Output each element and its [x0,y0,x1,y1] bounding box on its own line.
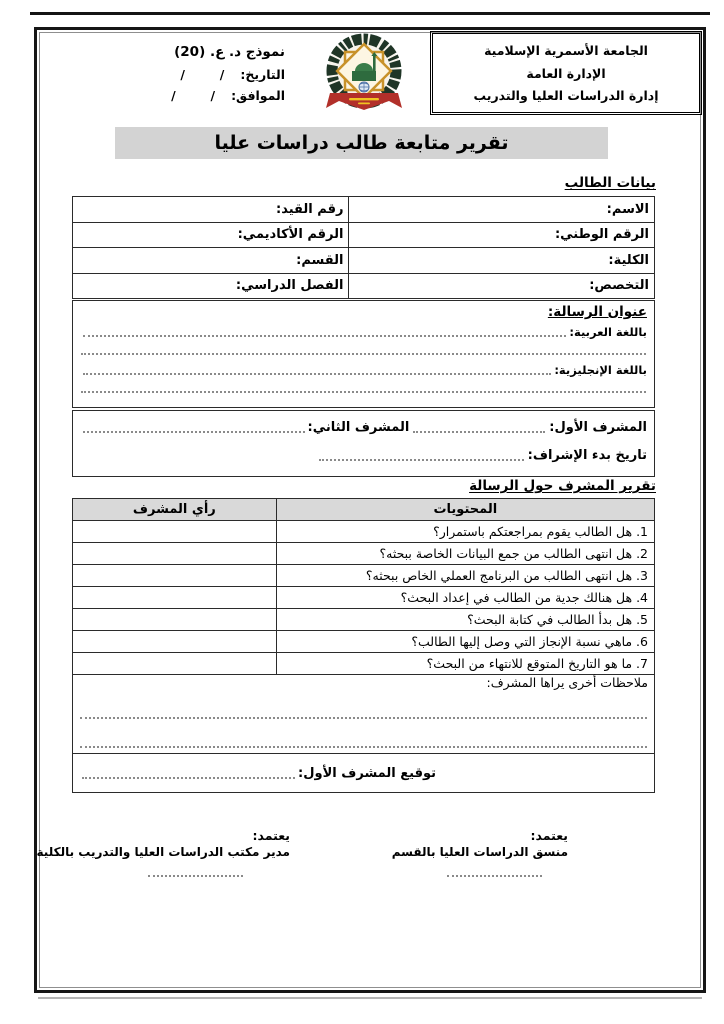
opinion-blank [73,609,277,631]
office-director-title: مدير مكتب الدراسات العليا والتدريب بالكلية [36,845,290,859]
registration-number-field: رقم القيد: [73,197,349,223]
arabic-title-blank-2 [81,342,646,355]
opinion-blank [73,653,277,675]
table-row [73,222,655,248]
date-line [100,67,285,82]
general-administration: الإدارة العامة [526,65,606,81]
question-row [73,543,655,565]
supervision-start-date-blank [319,449,524,461]
signature-row [73,754,655,793]
question-row [73,565,655,587]
english-language-label: باللغة الإنجليزية: [554,363,647,378]
supervision-start-date-label: تاريخ بدء الإشراف: [527,448,647,463]
first-supervisor-label: المشرف الأول: [549,420,647,435]
table-row [73,273,655,299]
question-row [73,609,655,631]
opinion-blank [73,543,277,565]
question-text: 7. ما هو التاريخ المتوقع للانتهاء من البحث؟ [276,653,654,675]
university-header-box [430,31,702,115]
thesis-title-box [72,300,655,408]
bottom-shadow-rule [38,997,702,999]
corresponding-value: / / [171,88,216,103]
english-title-blank [83,360,551,375]
second-supervisor-blank [83,421,305,433]
supervisors-line [80,420,647,435]
question-row [73,521,655,543]
form-number: نموذج د. ع. (20) [174,44,285,60]
table-row [73,248,655,274]
thesis-english-line [80,360,647,377]
top-rule [30,12,710,15]
date-value: / / [180,67,225,82]
university-name: الجامعة الأسمرية الإسلامية [484,43,648,59]
english-title-blank-2 [81,380,646,393]
national-id-field: الرقم الوطني: [349,222,655,248]
document-title: تقرير متابعة طالب دراسات عليا [115,127,608,159]
question-row [73,587,655,609]
approve-label: يعتمد: [530,828,568,843]
student-data-heading: بيانات الطالب [564,175,656,191]
opinion-blank [73,631,277,653]
thesis-arabic-line [80,322,647,339]
question-text: 2. هل انتهى الطالب من جمع البيانات الخاصة ببحثه؟ [276,543,654,565]
semester-field: الفصل الدراسي: [73,273,349,299]
signature-blank [82,767,295,779]
opinion-blank [73,521,277,543]
arabic-language-label: باللغة العربية: [569,325,647,340]
college-approval-block [36,828,290,877]
question-row [73,631,655,653]
corresponding-date-line [100,88,285,103]
department-coordinator-signature-blank [447,867,542,877]
question-text: 1. هل الطالب يقوم بمراجعتكم باستمرار؟ [276,521,654,543]
second-supervisor-label: المشرف الثاني: [307,420,410,435]
university-seal-logo [313,32,415,122]
opinion-blank [73,565,277,587]
form-meta [100,44,285,109]
supervisor-report-heading: تقرير المشرف حول الرسالة [469,478,656,494]
specialization-field: التخصص: [349,273,655,299]
signature-line [79,766,648,781]
opinion-blank [73,587,277,609]
question-row [73,653,655,675]
college-field: الكلية: [349,248,655,274]
supervisor-report-table [72,498,655,793]
date-label: التاريخ: [240,67,285,82]
notes-blank-line [80,706,647,719]
approve-label: يعتمد: [252,828,290,843]
question-text: 4. هل هنالك جدية من الطالب في إعداد البحث؟ [276,587,654,609]
question-text: 5. هل بدأ الطالب في كتابة البحث؟ [276,609,654,631]
table-header-row [73,499,655,521]
supervision-start-line [80,448,647,463]
academic-number-field: الرقم الأكاديمي: [73,222,349,248]
corresponding-label: الموافق: [231,88,285,103]
notes-blank-line [80,735,647,748]
thesis-title-heading: عنوان الرسالة: [547,304,647,320]
university-seal-icon [313,32,415,122]
department-approval-block [391,828,568,877]
name-field: الاسم: [349,197,655,223]
first-supervisor-signature-cell [73,754,655,793]
notes-row [73,675,655,754]
first-supervisor-blank [413,421,545,433]
table-row [73,197,655,223]
notes-label: ملاحظات أخرى يراها المشرف: [486,675,648,690]
graduate-studies-administration: إدارة الدراسات العليا والتدريب [473,87,659,103]
question-text: 6. ماهي نسبة الإنجاز التي وصل إليها الطالب؟ [276,631,654,653]
department-field: القسم: [73,248,349,274]
opinion-column-header: رأي المشرف [73,499,277,521]
supervisors-box [72,410,655,477]
supervisor-notes-cell [73,675,655,754]
office-director-signature-blank [148,867,243,877]
arabic-title-blank [83,322,566,337]
department-coordinator-title: منسق الدراسات العليا بالقسم [391,845,568,859]
signature-label: توقيع المشرف الأول: [298,765,436,781]
question-text: 3. هل انتهى الطالب من البرنامج العملي الخاص ببحثه؟ [276,565,654,587]
contents-column-header: المحتويات [276,499,654,521]
student-data-table [72,196,655,299]
